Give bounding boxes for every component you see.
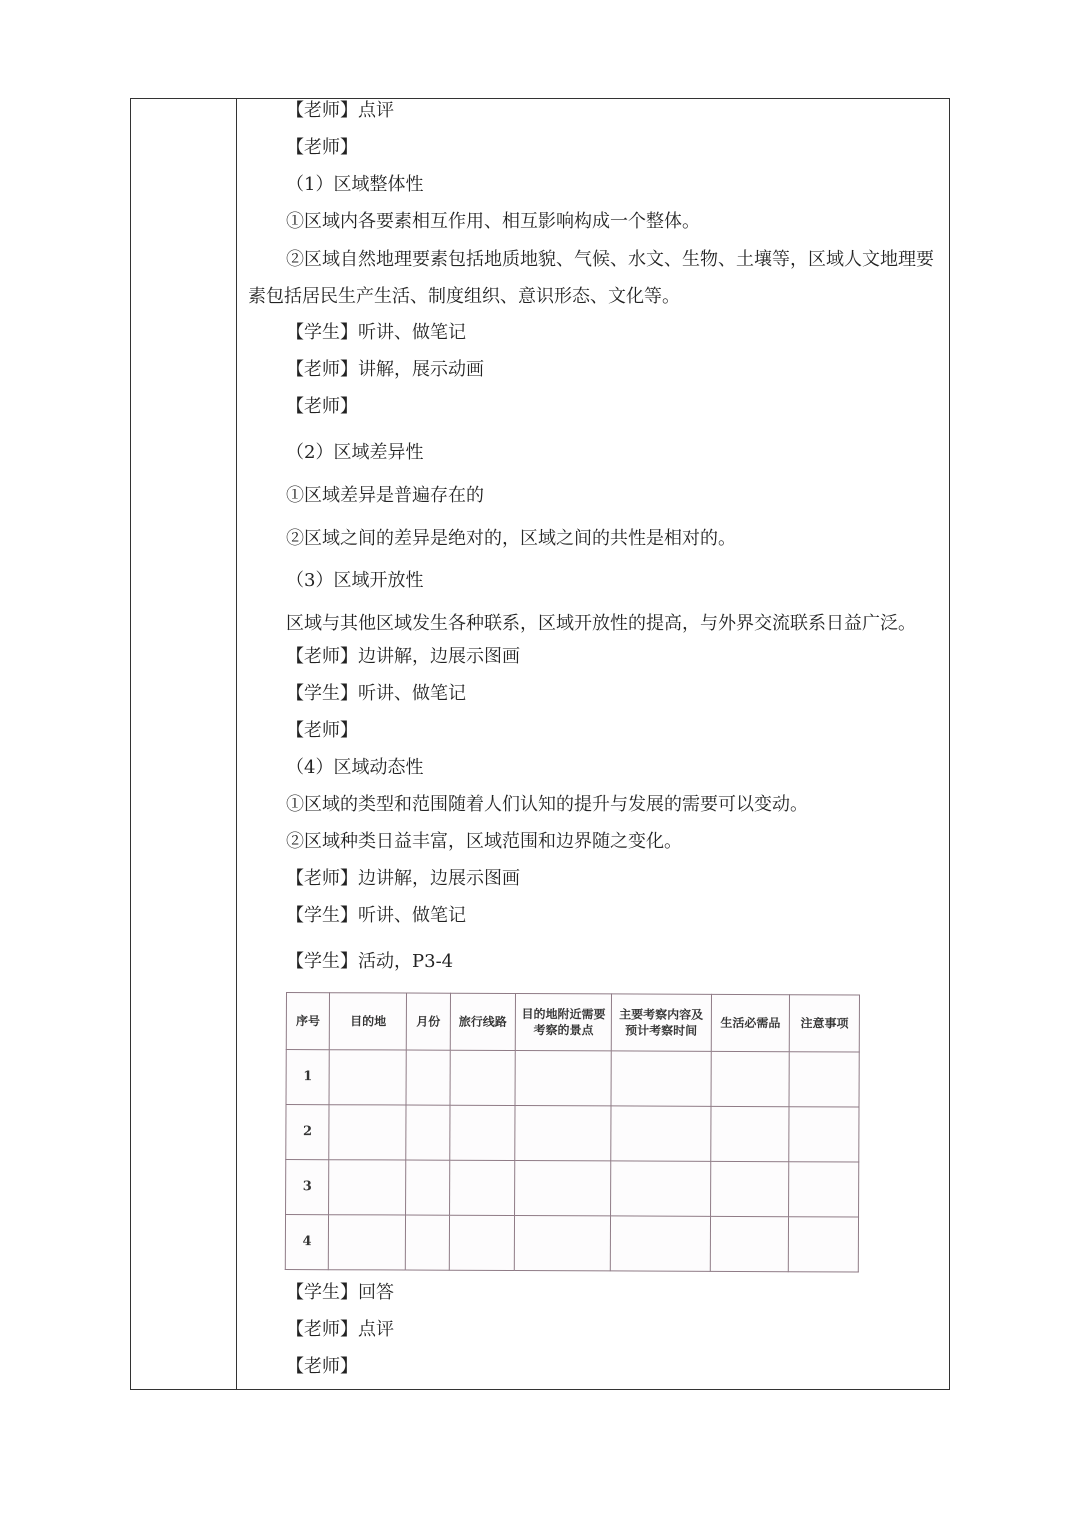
table-cell xyxy=(515,1051,611,1106)
table-cell xyxy=(449,1160,515,1215)
text-line: 【老师】点评 xyxy=(286,1319,394,1340)
table-row xyxy=(285,1215,858,1272)
text-line: 【老师】 xyxy=(286,1356,358,1377)
text-line: 【老师】 xyxy=(286,137,358,158)
text-line: 【学生】活动，P3-4 xyxy=(286,951,454,972)
table-cell xyxy=(789,1217,859,1272)
table-header-cell: 月份 xyxy=(407,993,450,1050)
table-cell xyxy=(710,1161,789,1216)
table-cell xyxy=(515,1106,611,1161)
table-cell xyxy=(710,1216,789,1271)
text-line: 【老师】边讲解，边展示图画 xyxy=(286,646,520,667)
table-cell xyxy=(611,1051,711,1106)
table-cell xyxy=(789,1052,859,1107)
table-cell xyxy=(406,1160,449,1215)
table-cell xyxy=(449,1215,515,1270)
text-line: 【老师】 xyxy=(286,720,358,741)
row-number-cell: 1 xyxy=(286,1050,329,1105)
column-divider xyxy=(236,98,237,1390)
table-cell xyxy=(789,1162,859,1217)
table-cell xyxy=(515,1216,611,1271)
table-cell xyxy=(515,1161,611,1216)
activity-table xyxy=(285,992,860,1273)
table-header-cell: 旅行线路 xyxy=(450,993,516,1050)
section-heading: （4）区域动态性 xyxy=(286,757,424,778)
text-line: 【老师】 xyxy=(286,396,358,417)
table-cell xyxy=(406,1105,449,1160)
table-cell xyxy=(406,1215,449,1270)
table-row xyxy=(286,1160,859,1217)
row-number-cell: 3 xyxy=(286,1160,329,1215)
table-header-cell: 目的地 xyxy=(329,993,406,1050)
paragraph: ②区域自然地理要素包括地质地貌、气候、水文、生物、土壤等，区域人文地理要素包括居民生产生活、制度组织、意识形态、文化等。 xyxy=(248,249,934,307)
table-header-row xyxy=(286,993,859,1052)
table-header-cell: 目的地附近需要考察的景点 xyxy=(516,994,612,1051)
table-header-cell: 注意事项 xyxy=(790,995,860,1052)
table-cell xyxy=(789,1107,859,1162)
text-line: ①区域内各要素相互作用、相互影响构成一个整体。 xyxy=(286,211,700,232)
table-header-cell: 序号 xyxy=(286,993,329,1050)
table-cell xyxy=(406,1050,449,1105)
table-row xyxy=(286,1050,859,1107)
table-cell xyxy=(611,1161,711,1216)
table-cell xyxy=(329,1215,406,1270)
text-line: 【学生】听讲、做笔记 xyxy=(286,683,466,704)
text-line: 【老师】讲解，展示动画 xyxy=(286,359,484,380)
table-header-cell: 主要考察内容及预计考察时间 xyxy=(611,994,711,1051)
table-header-cell: 生活必需品 xyxy=(711,994,790,1051)
table-cell xyxy=(450,1050,516,1105)
table-cell xyxy=(710,1106,789,1161)
table-cell xyxy=(329,1105,406,1160)
table-cell xyxy=(611,1106,711,1161)
text-line: 【学生】回答 xyxy=(286,1282,394,1303)
text-line: ①区域的类型和范围随着人们认知的提升与发展的需要可以变动。 xyxy=(286,794,808,815)
text-line: 【老师】边讲解，边展示图画 xyxy=(286,868,520,889)
table-cell xyxy=(711,1051,790,1106)
text-line: ②区域种类日益丰富，区域范围和边界随之变化。 xyxy=(286,831,682,852)
section-heading: （1）区域整体性 xyxy=(286,174,424,195)
text-line: 区域与其他区域发生各种联系，区域开放性的提高，与外界交流联系日益广泛。 xyxy=(286,613,916,634)
text-line: 【学生】听讲、做笔记 xyxy=(286,322,466,343)
text-line: ②区域之间的差异是绝对的，区域之间的共性是相对的。 xyxy=(286,528,736,549)
section-heading: （3）区域开放性 xyxy=(286,570,424,591)
table-cell xyxy=(329,1160,406,1215)
table-cell xyxy=(610,1216,710,1271)
text-line: ①区域差异是普遍存在的 xyxy=(286,485,484,506)
text-line: 【老师】点评 xyxy=(286,100,394,121)
section-heading: （2）区域差异性 xyxy=(286,442,424,463)
table-row xyxy=(286,1105,859,1162)
table-cell xyxy=(329,1050,406,1105)
row-number-cell: 2 xyxy=(286,1105,329,1160)
table-cell xyxy=(449,1105,515,1160)
row-number-cell: 4 xyxy=(285,1215,328,1270)
text-line: 【学生】听讲、做笔记 xyxy=(286,905,466,926)
